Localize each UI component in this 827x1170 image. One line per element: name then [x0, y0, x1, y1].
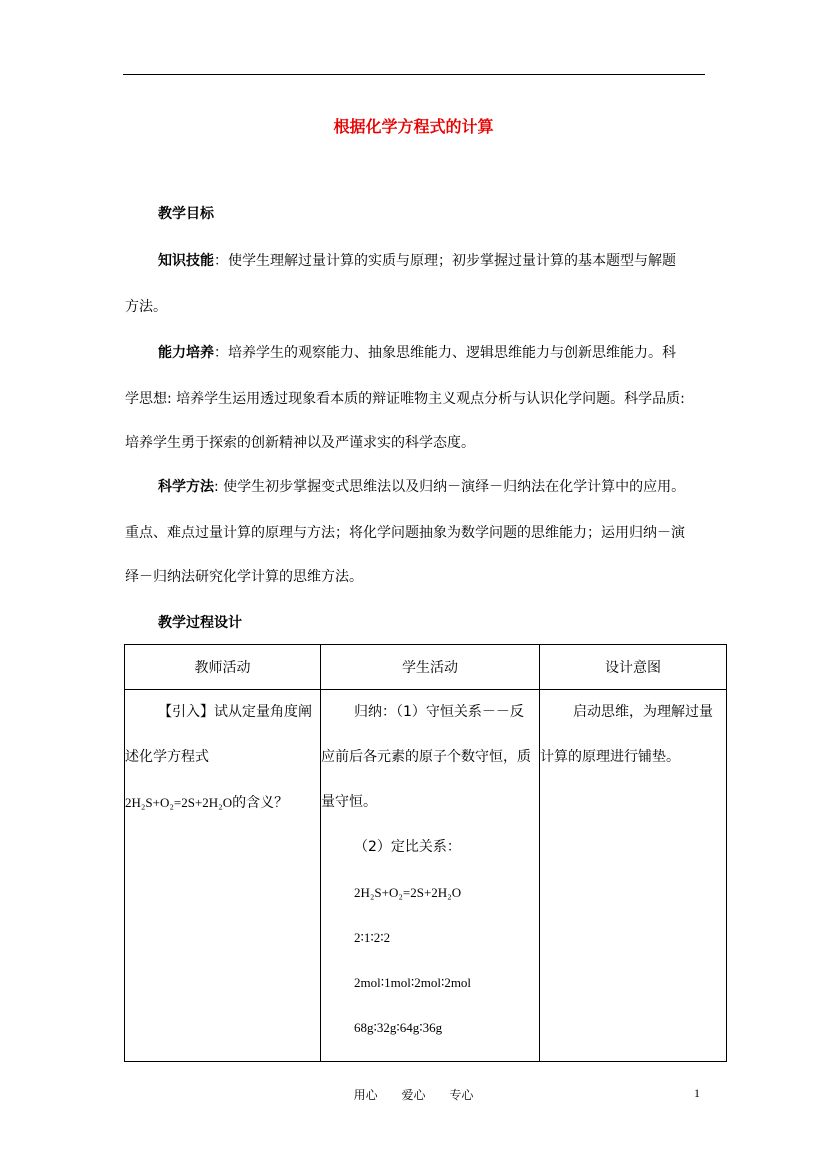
- method-text-2: 重点、难点过量计算的原理与方法；将化学问题抽象为数学问题的思维能力；运用归纳－演: [125, 525, 685, 541]
- design-line-2: 计算的原理进行铺垫。: [540, 749, 680, 765]
- teacher-line-3: [125, 780, 320, 825]
- knowledge-label: 知识技能: [158, 253, 214, 269]
- document-title: 根据化学方程式的计算: [333, 117, 494, 136]
- teacher-line-2: 述化学方程式: [125, 749, 209, 765]
- ability-line-1: [158, 342, 676, 362]
- table-header-row: [125, 645, 727, 690]
- knowledge-text-2: 方法。: [125, 299, 167, 315]
- student-equation: 2H₂S+O₂=2S+2H₂O: [354, 885, 462, 900]
- page-number: 1: [694, 1086, 700, 1100]
- student-line-1: 归纳：（1）守恒关系－－反: [354, 704, 524, 720]
- method-line-1: [158, 476, 685, 496]
- student-line-3: 量守恒。: [321, 794, 377, 810]
- goal-heading: 教学目标: [158, 206, 214, 222]
- student-line-4: （2）定比关系：: [354, 839, 461, 855]
- teacher-equation: 2H₂S+O₂=2S+2H₂O: [125, 795, 233, 810]
- teacher-cell: [125, 690, 321, 1062]
- process-heading: 教学过程设计: [158, 615, 242, 631]
- header-design: 设计意图: [540, 645, 727, 690]
- lesson-table: [124, 644, 727, 1062]
- teacher-line-1: 【引入】试从定量角度阐: [158, 704, 312, 720]
- student-line-2: 应前后各元素的原子个数守恒，质: [321, 749, 531, 765]
- table-row: [125, 690, 727, 1062]
- header-rule: [123, 74, 705, 75]
- ability-text-1: ：培养学生的观察能力、抽象思维能力、逻辑思维能力与创新思维能力。科: [214, 345, 676, 361]
- method-label: 科学方法: [158, 479, 214, 495]
- footer-motto: [0, 1086, 827, 1103]
- knowledge-text-1: ：使学生理解过量计算的实质与原理；初步掌握过量计算的基本题型与解题: [214, 253, 676, 269]
- ability-text-2: 学思想: 培养学生运用透过现象看本质的辩证唯物主义观点分析与认识化学问题。科学品质:: [125, 391, 685, 407]
- header-student: 学生活动: [321, 645, 540, 690]
- student-cell: [321, 690, 540, 1062]
- footer-word-3: 专心: [449, 1088, 474, 1102]
- design-cell: [540, 690, 727, 1062]
- footer-word-1: 用心: [353, 1088, 378, 1102]
- method-text-1: : 使学生初步掌握变式思维法以及归纳－演绎－归纳法在化学计算中的应用。: [214, 479, 686, 495]
- student-ratio-2: 2mol∶1mol∶2mol∶2mol: [354, 975, 472, 990]
- design-line-1: 启动思维，为理解过量: [573, 704, 713, 720]
- header-teacher: 教师活动: [125, 645, 321, 690]
- ability-label: 能力培养: [158, 345, 214, 361]
- teacher-line-3-tail: 的含义？: [232, 795, 289, 811]
- ability-text-3: 培养学生勇于探索的创新精神以及严谨求实的科学态度。: [125, 435, 475, 451]
- student-ratio-1: 2∶1∶2∶2: [354, 930, 391, 945]
- student-ratio-3: 68g∶32g∶64g∶36g: [354, 1020, 443, 1035]
- knowledge-line-1: [158, 250, 676, 270]
- method-text-3: 绎－归纳法研究化学计算的思维方法。: [125, 569, 363, 585]
- footer-word-2: 爱心: [401, 1088, 426, 1102]
